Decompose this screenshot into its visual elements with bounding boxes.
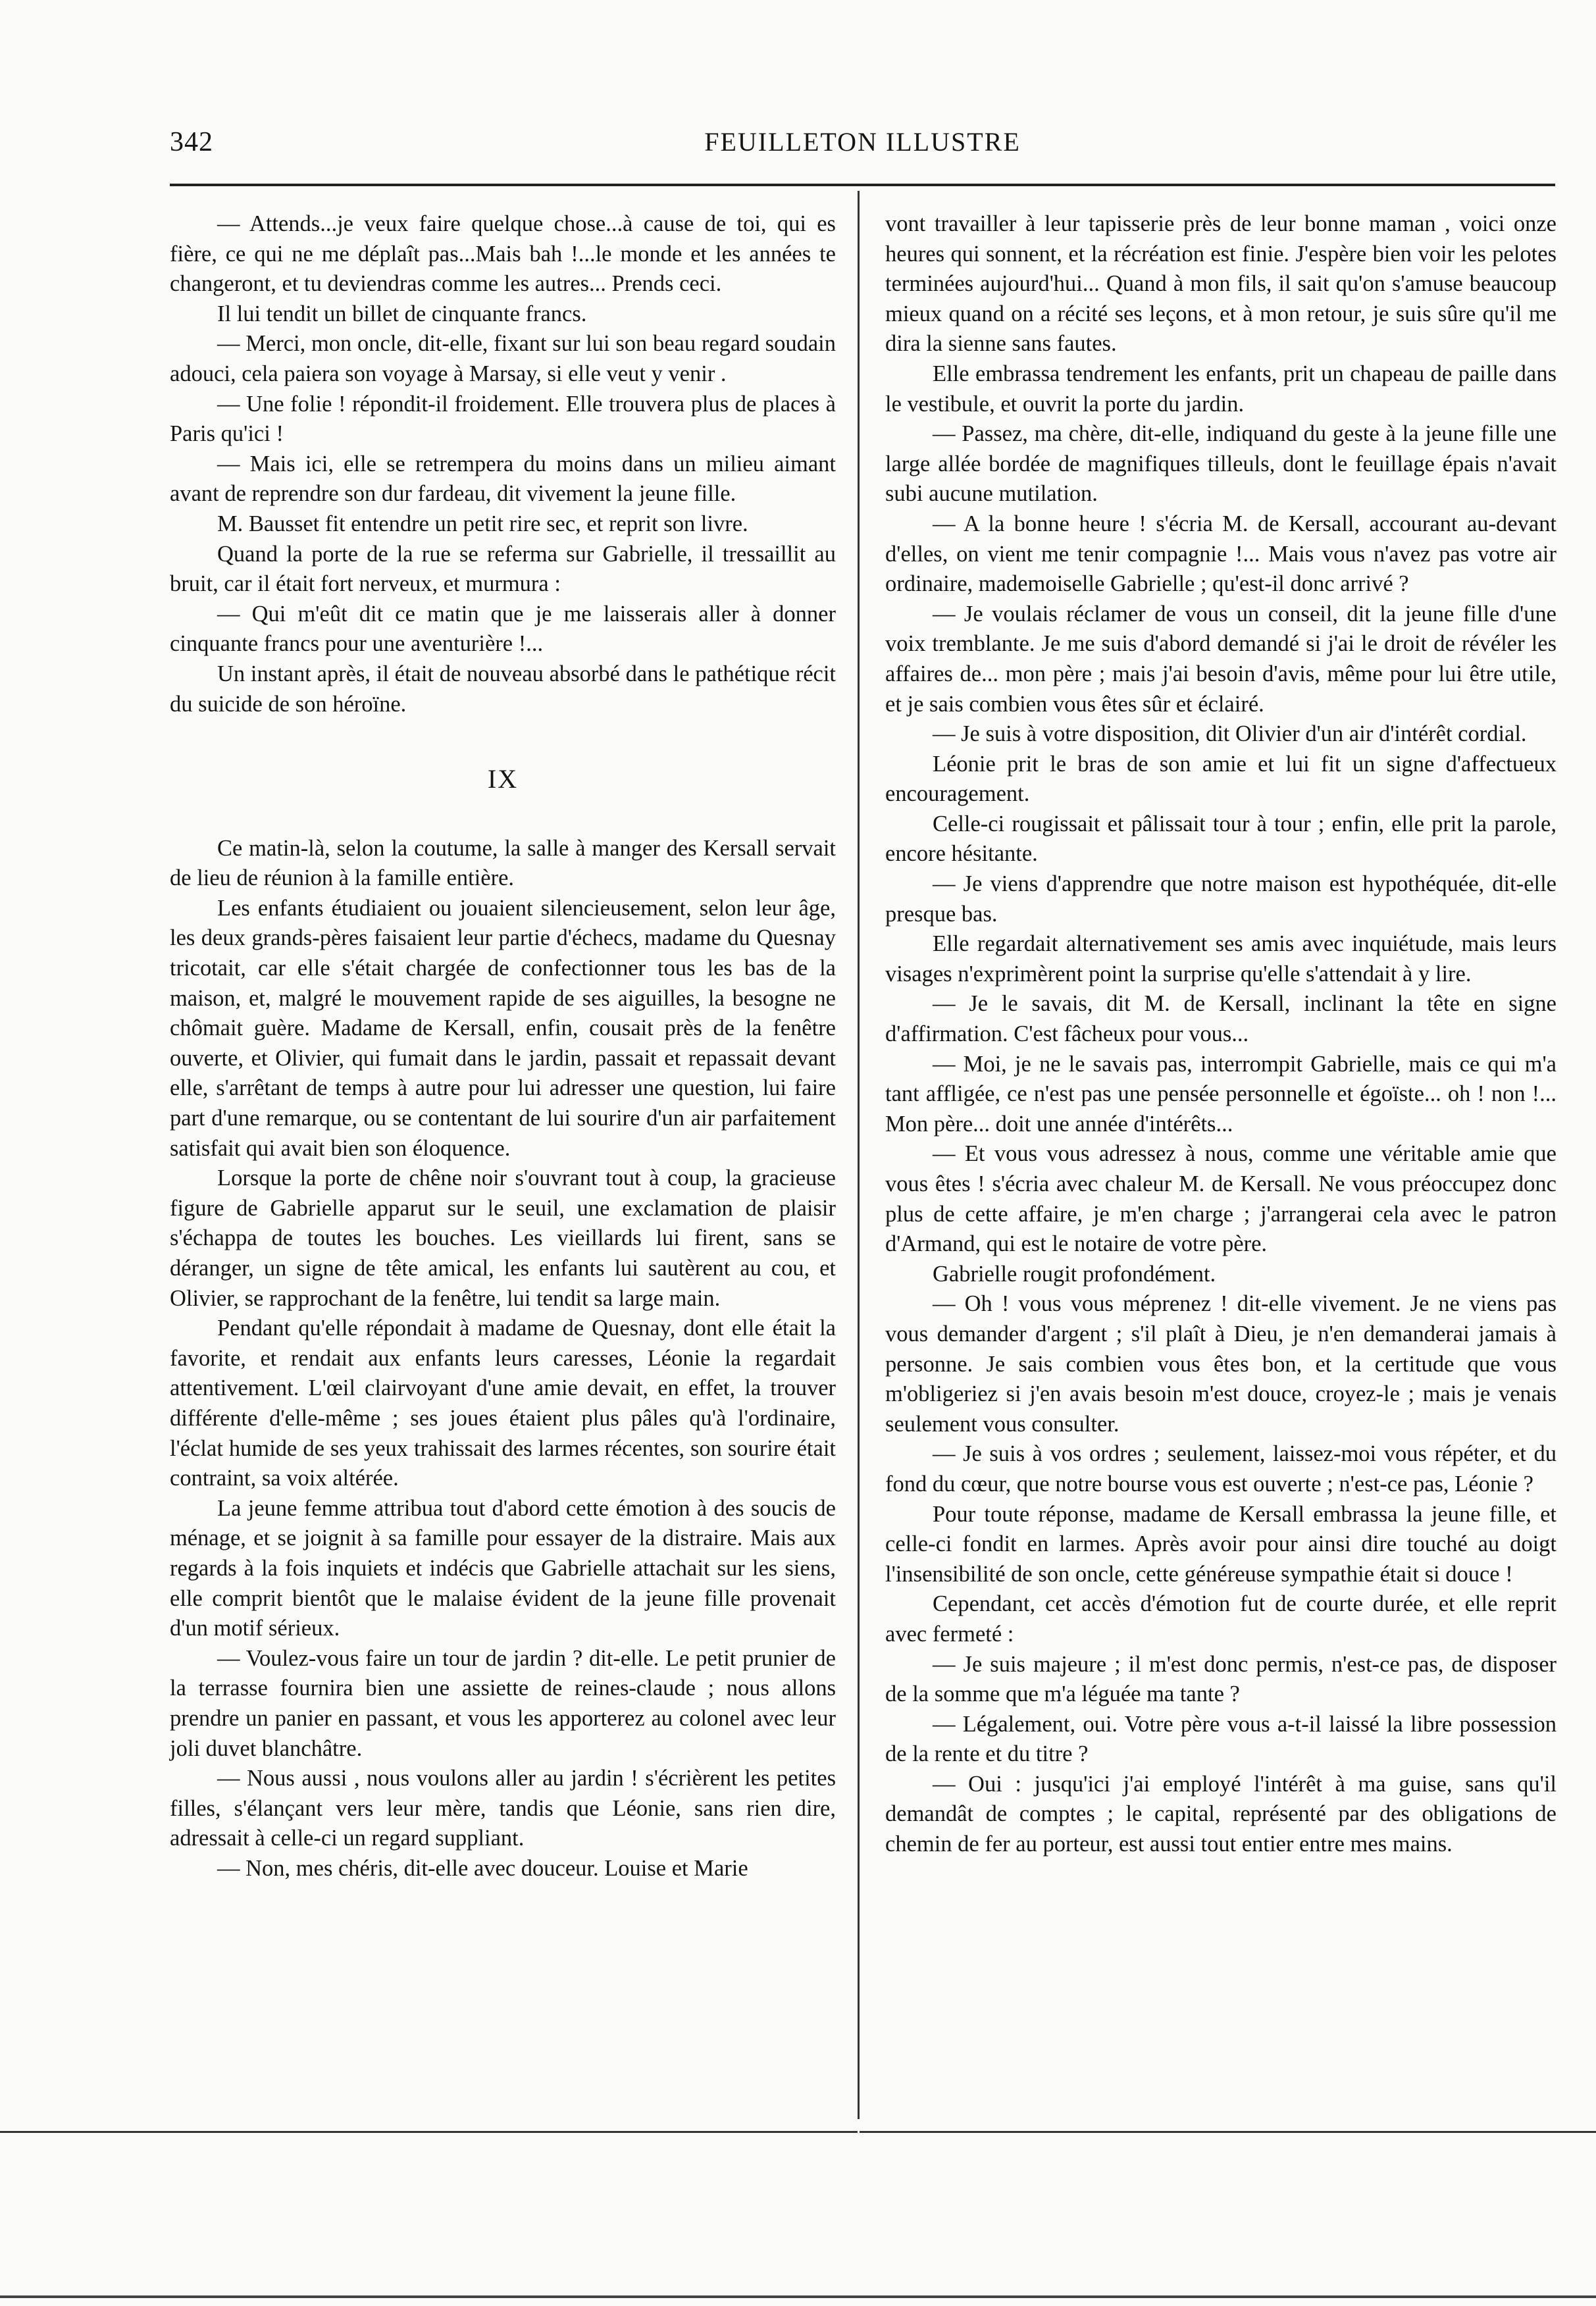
paragraph: — Merci, mon oncle, dit-elle, fixant sur lui son beau regard soudain adouci, cela paiera son voyage à Marsay, si elle veut y venir . xyxy=(170,331,836,386)
paragraph: — Légalement, oui. Votre père vous a-t-il laissé la libre possession de la rente et du titre ? xyxy=(885,1711,1557,1767)
paragraph: — Nous aussi , nous voulons aller au jardin ! s'écrièrent les petites filles, s'élançant vers leur mère, tandis que Léonie, sans rien dire, adressait à celle-ci un regard suppliant. xyxy=(170,1766,836,1851)
paragraph: Les enfants étudiaient ou jouaient silencieusement, selon leur âge, les deux grands-pères faisaient leur partie d'échecs, madame du Quesnay tricotait, car elle s'était chargée de confectionner tous les bas de la maison, et, malgré le mouvement rapide de ses aiguilles, la besogne ne chômait guère. Madame de Kersall, enfin, cousait près de la fenêtre ouverte, et Olivier, qui fumait dans le jardin, passait et repassait devant elle, s'arrêtant de temps à autre pour lui adresser une question, lui faire part d'une remarque, ou se contentant de lui sourire d'un air parfaitement satisfait qui avait bien son éloquence. xyxy=(170,895,836,1161)
paragraph: Il lui tendit un billet de cinquante francs. xyxy=(217,301,587,326)
paragraph: — Je le savais, dit M. de Kersall, inclinant la tête en signe d'affirmation. C'est fâcheux pour vous... xyxy=(885,991,1557,1047)
paragraph: Cependant, cet accès d'émotion fut de courte durée, et elle reprit avec fermeté : xyxy=(885,1591,1557,1647)
left-paragraphs-before xyxy=(170,209,836,719)
paragraph: — Oh ! vous vous méprenez ! dit-elle vivement. Je ne viens pas vous demander d'argent ; s'il plaît à Dieu, je n'en demanderai jamais à personne. Je sais combien vous êtes bon, et la certitude que vous m'obligeriez si j'en avais besoin m'est douce, croyez-le ; mais je venais seulement vous consulter. xyxy=(885,1291,1557,1437)
paragraph: — Oui : jusqu'ici j'ai employé l'intérêt à ma guise, sans qu'il demandât de comptes ; le capital, représenté par des obligations de chemin de fer au porteur, est aussi tout entier entre mes mains. xyxy=(885,1771,1557,1857)
paragraph: — Passez, ma chère, dit-elle, indiquand du geste à la jeune fille une large allée bordée de magnifiques tilleuls, dont le feuillage épais n'avait subi aucune mutilation. xyxy=(885,421,1557,507)
bottom-rule-right xyxy=(860,2131,1596,2133)
paragraph: Léonie prit le bras de son amie et lui fit un signe d'affectueux encouragement. xyxy=(885,751,1557,807)
paragraph: Elle embrassa tendrement les enfants, prit un chapeau de paille dans le vestibule, et ouvrit la porte du jardin. xyxy=(885,361,1557,417)
running-title: FEUILLETON ILLUSTRE xyxy=(704,127,1021,157)
page-number: 342 xyxy=(170,127,213,157)
paragraph: — Je suis majeure ; il m'est donc permis, n'est-ce pas, de disposer de la somme que m'a léguée ma tante ? xyxy=(885,1651,1557,1707)
paragraph: Ce matin-là, selon la coutume, la salle à manger des Kersall servait de lieu de réunion à la famille entière. xyxy=(170,835,836,891)
paragraph: — Une folie ! répondit-il froidement. Elle trouvera plus de places à Paris qu'ici ! xyxy=(170,391,836,447)
paragraph: Gabrielle rougit profondément. xyxy=(933,1261,1216,1287)
paragraph: — Et vous vous adressez à nous, comme une véritable amie que vous êtes ! s'écria avec chaleur M. de Kersall. Ne vous préoccupez donc plus de cette affaire, je m'en charge ; j'arrangerai cela avec le patron d'Armand, qui est le notaire de votre père. xyxy=(885,1141,1557,1257)
paragraph: — Qui m'eût dit ce matin que je me laisserais aller à donner cinquante francs pour une aventurière !... xyxy=(170,601,836,657)
page-header xyxy=(170,126,1555,172)
paragraph: — Je viens d'apprendre que notre maison est hypothéquée, dit-elle presque bas. xyxy=(885,871,1557,927)
left-paragraphs-after xyxy=(170,834,836,1884)
paragraph: Celle-ci rougissait et pâlissait tour à tour ; enfin, elle prit la parole, encore hésitante. xyxy=(885,811,1557,867)
right-column xyxy=(885,209,1557,1860)
paragraph: — Voulez-vous faire un tour de jardin ? dit-elle. Le petit prunier de la terrasse fournira bien une assiette de reines-claude ; nous allons prendre un panier en passant, et vous les apporterez au colonel avec leur joli duvet blanchâtre. xyxy=(170,1645,836,1761)
bottom-rule-left xyxy=(0,2131,858,2133)
page-foot-rule xyxy=(0,2295,1596,2298)
paragraph: — A la bonne heure ! s'écria M. de Kersall, accourant au-devant d'elles, on vient me tenir compagnie !... Mais vous n'avez pas votre air ordinaire, mademoiselle Gabrielle ; qu'est-il donc arrivé ? xyxy=(885,511,1557,597)
paragraph: — Je suis à vos ordres ; seulement, laissez-moi vous répéter, et du fond du cœur, que notre bourse vous est ouverte ; n'est-ce pas, Léonie ? xyxy=(885,1441,1557,1497)
continued-paragraph: vont travailler à leur tapisserie près de leur bonne maman , voici onze heures qui sonnent, et la récréation est finie. J'espère bien voir les pelotes terminées aujourd'hui... Quand à mon fils, il sait qu'on s'amuse beaucoup mieux quand on a récité ses leçons, et à mon retour, je suis sûre qu'il me dira la sienne sans fautes. xyxy=(885,211,1557,357)
paragraph: — Je voulais réclamer de vous un conseil, dit la jeune fille d'une voix tremblante. Je me suis d'abord demandé si j'ai le droit de révéler les affaires de... mon père ; mais j'ai besoin d'avis, même pour lui être utile, et je sais combien vous êtes sûr et éclairé. xyxy=(885,601,1557,717)
left-column xyxy=(170,209,836,1883)
paragraph: — Non, mes chéris, dit-elle avec douceur. Louise et Marie xyxy=(217,1855,748,1881)
paragraph: La jeune femme attribua tout d'abord cette émotion à des soucis de ménage, et se joignit à sa famille pour essayer de la distraire. Mais aux regards à la fois inquiets et indécis que Gabrielle attachait sur les siens, elle comprit bientôt que le malaise évident de la jeune fille provenait d'un motif sérieux. xyxy=(170,1495,836,1641)
paragraph: Pendant qu'elle répondait à madame de Quesnay, dont elle était la favorite, et rendait aux enfants leurs caresses, Léonie la regardait attentivement. L'œil clairvoyant d'une amie devait, en effet, la trouver différente d'elle-même ; ses joues étaient plus pâles qu'à l'ordinaire, l'éclat humide de ses yeux trahissait des larmes récentes, son sourire était contraint, sa voix altérée. xyxy=(170,1316,836,1491)
paragraph: — Mais ici, elle se retrempera du moins dans un milieu aimant avant de reprendre son dur fardeau, dit vivement la jeune fille. xyxy=(170,451,836,507)
header-rule xyxy=(170,184,1555,186)
right-paragraphs xyxy=(885,359,1557,1860)
paragraph: Un instant après, il était de nouveau absorbé dans le pathétique récit du suicide de son héroïne. xyxy=(170,661,836,717)
column-separator xyxy=(858,191,860,2119)
paragraph: Pour toute réponse, madame de Kersall embrassa la jeune fille, et celle-ci fondit en larmes. Après avoir pour ainsi dire touché au doigt l'insensibilité de son oncle, cette généreuse sympathie était si douce ! xyxy=(885,1501,1557,1587)
paragraph: M. Bausset fit entendre un petit rire sec, et reprit son livre. xyxy=(217,511,748,536)
paragraph: Lorsque la porte de chêne noir s'ouvrant tout à coup, la gracieuse figure de Gabrielle apparut sur le seuil, une exclamation de plaisir s'échappa de toutes les bouches. Les vieillards lui firent, sans se déranger, un signe de tête amical, les enfants lui sautèrent au cou, et Olivier, se rapprochant de la fenêtre, lui tendit sa large main. xyxy=(170,1166,836,1311)
paragraph: — Je suis à votre disposition, dit Olivier d'un air d'intérêt cordial. xyxy=(933,721,1527,747)
paragraph: — Moi, je ne le savais pas, interrompit Gabrielle, mais ce qui m'a tant affligée, ce n'est pas une pensée personnelle et égoïste... oh ! non !... Mon père... doit une année d'intérêts... xyxy=(885,1051,1557,1137)
paragraph: Elle regardait alternativement ses amis avec inquiétude, mais leurs visages n'exprimèrent point la surprise qu'elle s'attendait à y lire. xyxy=(885,931,1557,986)
paragraph: — Attends...je veux faire quelque chose...à cause de toi, qui es fière, ce qui ne me déplaît pas...Mais bah !...le monde et les années te changeront, et tu deviendras comme les autres... Prends ceci. xyxy=(170,211,836,297)
paragraph: Quand la porte de la rue se referma sur Gabrielle, il tressaillit au bruit, car il était fort nerveux, et murmura : xyxy=(170,541,836,597)
section-number: IX xyxy=(487,764,519,794)
